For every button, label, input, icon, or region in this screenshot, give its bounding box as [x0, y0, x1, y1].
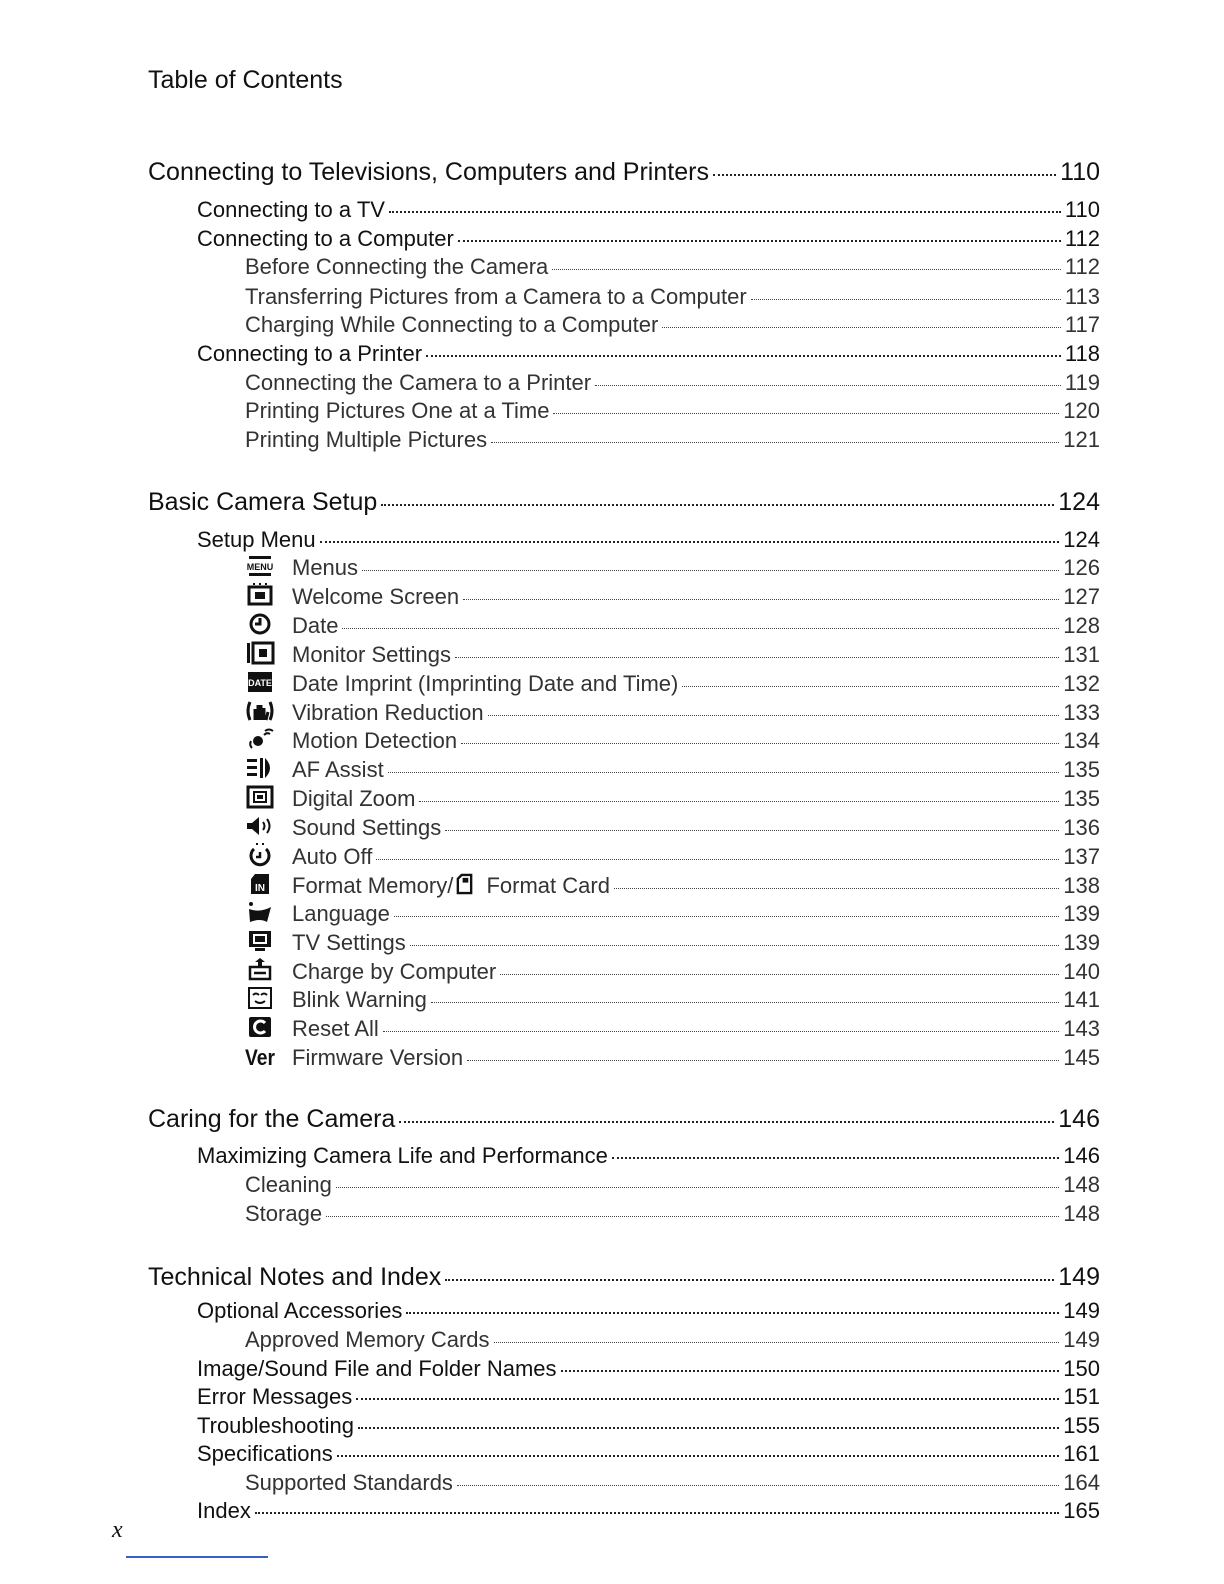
entry-title	[148, 1263, 441, 1292]
toc-entry[interactable]	[0, 197, 1224, 227]
dot-leader	[682, 686, 1059, 687]
page-number-ref: 143	[1063, 1016, 1100, 1041]
toc-section[interactable]	[0, 158, 1224, 188]
entry-title	[197, 1298, 402, 1324]
page-number-ref: 151	[1063, 1384, 1100, 1409]
page-number-ref: 139	[1063, 901, 1100, 926]
entry-title-text: Index	[197, 1498, 251, 1523]
entry-title	[245, 929, 406, 956]
toc-entry[interactable]	[0, 226, 1224, 256]
digital-zoom-icon	[245, 785, 275, 809]
dot-leader	[342, 628, 1059, 629]
dot-leader	[426, 355, 1061, 357]
toc-subentry[interactable]	[0, 612, 1224, 642]
page-number-ref: 131	[1063, 642, 1100, 667]
entry-title-text: Charging While Connecting to a Computer	[245, 312, 659, 337]
entry-title-text: Approved Memory Cards	[245, 1327, 490, 1352]
entry-title	[245, 843, 372, 870]
toc-entry[interactable]	[0, 1413, 1224, 1443]
entry-title	[245, 398, 549, 424]
dot-leader	[389, 211, 1061, 213]
entry-title	[245, 554, 358, 581]
page-number-ref: 113	[1064, 284, 1100, 309]
entry-title	[245, 1327, 490, 1353]
dot-leader	[410, 945, 1060, 946]
dot-leader	[463, 599, 1059, 600]
tv-settings-icon	[245, 929, 275, 953]
entry-title	[245, 583, 459, 610]
entry-title	[245, 727, 457, 754]
dot-leader	[458, 240, 1061, 242]
entry-title	[245, 427, 487, 453]
entry-title-text: Supported Standards	[245, 1470, 453, 1495]
entry-title	[245, 1172, 332, 1198]
page-number-ref: 141	[1063, 987, 1100, 1012]
toc-subentry[interactable]	[0, 254, 1224, 284]
auto-off-icon	[245, 843, 275, 867]
dot-leader	[406, 1312, 1059, 1314]
entry-title	[197, 226, 454, 252]
page-number-ref: 138	[1063, 873, 1100, 898]
entry-title-text: Connecting to Televisions, Computers and Printers	[148, 158, 709, 186]
entry-title-text: Reset All	[292, 1016, 379, 1041]
svg-text:MENU: MENU	[246, 562, 274, 572]
dot-leader	[358, 1427, 1059, 1429]
monitor-settings-icon	[245, 641, 275, 665]
entry-title	[245, 814, 441, 841]
page-number-ref: 134	[1063, 728, 1100, 753]
entry-title-text: Charge by Computer	[292, 959, 497, 984]
entry-title-text: Sound Settings	[292, 815, 442, 840]
entry-title	[148, 158, 709, 187]
entry-title	[245, 641, 451, 668]
svg-text:Ver: Ver	[245, 1045, 276, 1070]
entry-title	[197, 1413, 354, 1439]
toc-entry[interactable]	[0, 527, 1224, 557]
reset-all-icon	[245, 1015, 275, 1039]
toc-subentry[interactable]	[0, 398, 1224, 428]
page-number-ref: 136	[1063, 815, 1100, 840]
page-number-ref: 165	[1063, 1498, 1100, 1523]
dot-leader	[751, 299, 1061, 300]
dot-leader	[494, 1342, 1060, 1343]
entry-title	[245, 699, 484, 726]
date-clock-icon	[245, 612, 275, 636]
dot-leader	[399, 1121, 1054, 1123]
dot-leader	[320, 541, 1060, 543]
dot-leader	[553, 413, 1059, 414]
toc-subentry[interactable]	[0, 727, 1224, 757]
dot-leader	[467, 1060, 1059, 1061]
page-number-ref: 148	[1063, 1201, 1100, 1226]
entry-title	[245, 284, 747, 310]
page-number-ref: 126	[1063, 555, 1100, 580]
entry-title	[245, 370, 591, 396]
toc-subentry[interactable]	[0, 370, 1224, 400]
entry-title-text: Basic Camera Setup	[148, 488, 378, 516]
dot-leader	[612, 1157, 1059, 1159]
blink-warning-icon	[245, 986, 275, 1010]
entry-title	[197, 1498, 251, 1524]
entry-title	[148, 488, 377, 517]
toc-section[interactable]	[0, 488, 1224, 518]
page-number-ref: 119	[1064, 370, 1100, 395]
entry-title	[197, 1384, 352, 1410]
entry-title	[197, 1441, 333, 1467]
toc-entry[interactable]	[0, 1356, 1224, 1386]
page-number-ref: 118	[1064, 341, 1100, 366]
dot-leader	[595, 385, 1061, 386]
entry-title	[245, 986, 427, 1013]
dot-leader	[561, 1370, 1060, 1372]
toc-subentry[interactable]	[0, 554, 1224, 584]
entry-title-text: Connecting to a Computer	[197, 226, 454, 251]
date-imprint-icon	[245, 670, 275, 694]
dot-leader	[394, 916, 1059, 917]
entry-title-text: Troubleshooting	[197, 1413, 354, 1438]
af-assist-icon	[245, 756, 275, 780]
toc-entry[interactable]	[0, 1298, 1224, 1328]
dot-leader	[381, 504, 1054, 506]
entry-title-text: Specifications	[197, 1441, 333, 1466]
entry-title-text: Blink Warning	[292, 987, 427, 1012]
memory-card-icon	[453, 873, 480, 898]
entry-title-text: Format Memory/	[292, 873, 454, 898]
entry-title	[245, 872, 610, 899]
entry-title-text: Connecting the Camera to a Printer	[245, 370, 592, 395]
entry-title-text: Auto Off	[292, 844, 373, 869]
entry-title	[148, 1105, 395, 1134]
entry-title	[245, 670, 678, 697]
entry-title	[245, 612, 338, 639]
entry-title	[245, 1044, 463, 1071]
page-number-ref: 117	[1064, 312, 1100, 337]
entry-title-text: Error Messages	[197, 1384, 353, 1409]
toc-subentry[interactable]	[0, 1172, 1224, 1202]
toc-subentry[interactable]	[0, 986, 1224, 1016]
toc-subentry[interactable]	[0, 1201, 1224, 1231]
toc-entry[interactable]	[0, 1498, 1224, 1528]
toc-subentry[interactable]	[0, 427, 1224, 457]
toc-subentry[interactable]	[0, 284, 1224, 314]
page-number-ref: 161	[1063, 1441, 1100, 1466]
page-number-ref: 124	[1058, 488, 1100, 516]
page-number-ref: 110	[1060, 158, 1100, 186]
page-number-ref: 149	[1063, 1327, 1100, 1352]
entry-title-text: Language	[292, 901, 390, 926]
menus-icon	[245, 554, 275, 578]
dot-leader	[488, 715, 1060, 716]
entry-title	[197, 341, 422, 367]
dot-leader	[662, 327, 1061, 328]
entry-title-text: Maximizing Camera Life and Performance	[197, 1143, 608, 1168]
entry-title	[245, 900, 390, 927]
page-number-ref: 149	[1063, 1298, 1100, 1323]
entry-title-text: TV Settings	[292, 930, 406, 955]
toc-section[interactable]	[0, 1105, 1224, 1135]
toc-entry[interactable]	[0, 341, 1224, 371]
motion-detection-icon	[245, 727, 275, 751]
page-number-ref: 112	[1064, 254, 1100, 279]
language-icon	[245, 900, 275, 924]
dot-leader	[362, 570, 1059, 571]
page-number-ref: 128	[1063, 613, 1100, 638]
dot-leader	[337, 1455, 1060, 1457]
sound-settings-icon	[245, 814, 275, 838]
toc-subentry[interactable]	[0, 929, 1224, 959]
toc-subentry[interactable]	[0, 1044, 1224, 1074]
entry-title-text: Menus	[292, 555, 359, 580]
toc-subentry[interactable]	[0, 670, 1224, 700]
dot-leader	[255, 1512, 1059, 1514]
dot-leader	[713, 174, 1056, 176]
dot-leader	[336, 1187, 1059, 1188]
entry-title-text: Welcome Screen	[292, 584, 460, 609]
toc-subentry[interactable]	[0, 312, 1224, 342]
dot-leader	[445, 1279, 1054, 1281]
page-number-ref: 120	[1063, 398, 1100, 423]
page-number-ref: 150	[1063, 1356, 1100, 1381]
entry-title-text: Printing Multiple Pictures	[245, 427, 488, 452]
dot-leader	[614, 888, 1059, 889]
page-number-ref: 135	[1063, 757, 1100, 782]
toc-subentry[interactable]	[0, 699, 1224, 729]
entry-title-text: Technical Notes and Index	[148, 1263, 442, 1291]
toc-subentry[interactable]	[0, 872, 1224, 902]
dot-leader	[552, 269, 1061, 270]
entry-title	[245, 958, 496, 985]
entry-title	[197, 1143, 608, 1169]
toc-subentry[interactable]	[0, 756, 1224, 786]
entry-title-text: Firmware Version	[292, 1045, 464, 1070]
entry-title-text: Image/Sound File and Folder Names	[197, 1356, 557, 1381]
entry-title-text: Cleaning	[245, 1172, 332, 1197]
page-number-ref: 137	[1063, 844, 1100, 869]
page-number-ref: 135	[1063, 786, 1100, 811]
entry-title	[197, 197, 385, 223]
entry-title	[245, 312, 658, 338]
toc-subentry[interactable]	[0, 641, 1224, 671]
entry-title-text: Connecting to a TV	[197, 197, 385, 222]
page-number: x	[112, 1517, 123, 1543]
entry-title-text: AF Assist	[292, 757, 384, 782]
entry-title-text: Transferring Pictures from a Camera to a Computer	[245, 284, 747, 309]
dot-leader	[461, 743, 1059, 744]
charge-by-computer-icon	[245, 958, 275, 982]
toc-subentry[interactable]	[0, 1015, 1224, 1045]
page-number-ref: 124	[1063, 527, 1100, 552]
entry-title-text: Digital Zoom	[292, 786, 416, 811]
dot-leader	[445, 830, 1059, 831]
page-title: Table of Contents	[148, 66, 343, 94]
entry-title-text: Optional Accessories	[197, 1298, 403, 1323]
toc-entry[interactable]	[0, 1384, 1224, 1414]
entry-title-text: Printing Pictures One at a Time	[245, 398, 550, 423]
dot-leader	[383, 1031, 1059, 1032]
page-number-ref: 133	[1063, 700, 1100, 725]
entry-title-text: Storage	[245, 1201, 323, 1226]
entry-title	[197, 1356, 557, 1382]
dot-leader	[376, 859, 1059, 860]
dot-leader	[356, 1398, 1059, 1400]
vibration-reduction-icon	[245, 699, 275, 723]
entry-title	[245, 756, 384, 783]
dot-leader	[491, 442, 1059, 443]
entry-title-text: Connecting to a Printer	[197, 341, 423, 366]
dot-leader	[431, 1002, 1059, 1003]
dot-leader	[419, 801, 1059, 802]
toc-subentry[interactable]	[0, 785, 1224, 815]
toc-subentry[interactable]	[0, 1470, 1224, 1500]
toc-entry[interactable]	[0, 1143, 1224, 1173]
entry-title-suffix: Format Card	[480, 873, 610, 898]
page-number-ref: 121	[1063, 427, 1100, 452]
entry-title	[245, 254, 548, 280]
svg-text:IN: IN	[255, 883, 265, 894]
entry-title	[245, 1470, 453, 1496]
entry-title-text: Date Imprint (Imprinting Date and Time)	[292, 671, 679, 696]
page-number-ref: 132	[1063, 671, 1100, 696]
toc-entry[interactable]	[0, 1441, 1224, 1471]
entry-title	[245, 1015, 379, 1042]
dot-leader	[500, 974, 1059, 975]
entry-title-text: Vibration Reduction	[292, 700, 484, 725]
page-number-ref: 148	[1063, 1172, 1100, 1197]
toc-subentry[interactable]	[0, 814, 1224, 844]
page-number-ref: 139	[1063, 930, 1100, 955]
toc-section[interactable]	[0, 1263, 1224, 1293]
entry-title-text: Monitor Settings	[292, 642, 451, 667]
toc-subentry[interactable]	[0, 1327, 1224, 1357]
toc-subentry[interactable]	[0, 958, 1224, 988]
entry-title-text: Date	[292, 613, 339, 638]
firmware-version-icon	[245, 1044, 275, 1068]
page-number-ref: 127	[1063, 584, 1100, 609]
page-number-ref: 146	[1063, 1143, 1100, 1168]
page-number-ref: 155	[1063, 1413, 1100, 1438]
page-number-ref: 112	[1064, 226, 1100, 251]
entry-title	[245, 1201, 322, 1227]
entry-title	[197, 527, 316, 553]
page-number-ref: 110	[1064, 197, 1100, 222]
dot-leader	[455, 657, 1059, 658]
page-number-ref: 146	[1058, 1105, 1100, 1133]
welcome-screen-icon	[245, 583, 275, 607]
page-number-ref: 149	[1058, 1263, 1100, 1291]
page-number-ref: 140	[1063, 959, 1100, 984]
dot-leader	[457, 1485, 1059, 1486]
dot-leader	[326, 1216, 1059, 1217]
toc-subentry[interactable]	[0, 583, 1224, 613]
svg-text:DATE: DATE	[248, 678, 272, 688]
entry-title-text: Before Connecting the Camera	[245, 254, 549, 279]
toc-subentry[interactable]	[0, 900, 1224, 930]
footer-rule	[126, 1556, 268, 1558]
entry-title	[245, 785, 415, 812]
entry-title-text: Caring for the Camera	[148, 1105, 396, 1133]
entry-title-text: Setup Menu	[197, 527, 316, 552]
page-number-ref: 145	[1063, 1045, 1100, 1070]
entry-title-text: Motion Detection	[292, 728, 458, 753]
toc-subentry[interactable]	[0, 843, 1224, 873]
format-memory-icon	[245, 872, 275, 896]
page-number-ref: 164	[1063, 1470, 1100, 1495]
dot-leader	[388, 772, 1060, 773]
